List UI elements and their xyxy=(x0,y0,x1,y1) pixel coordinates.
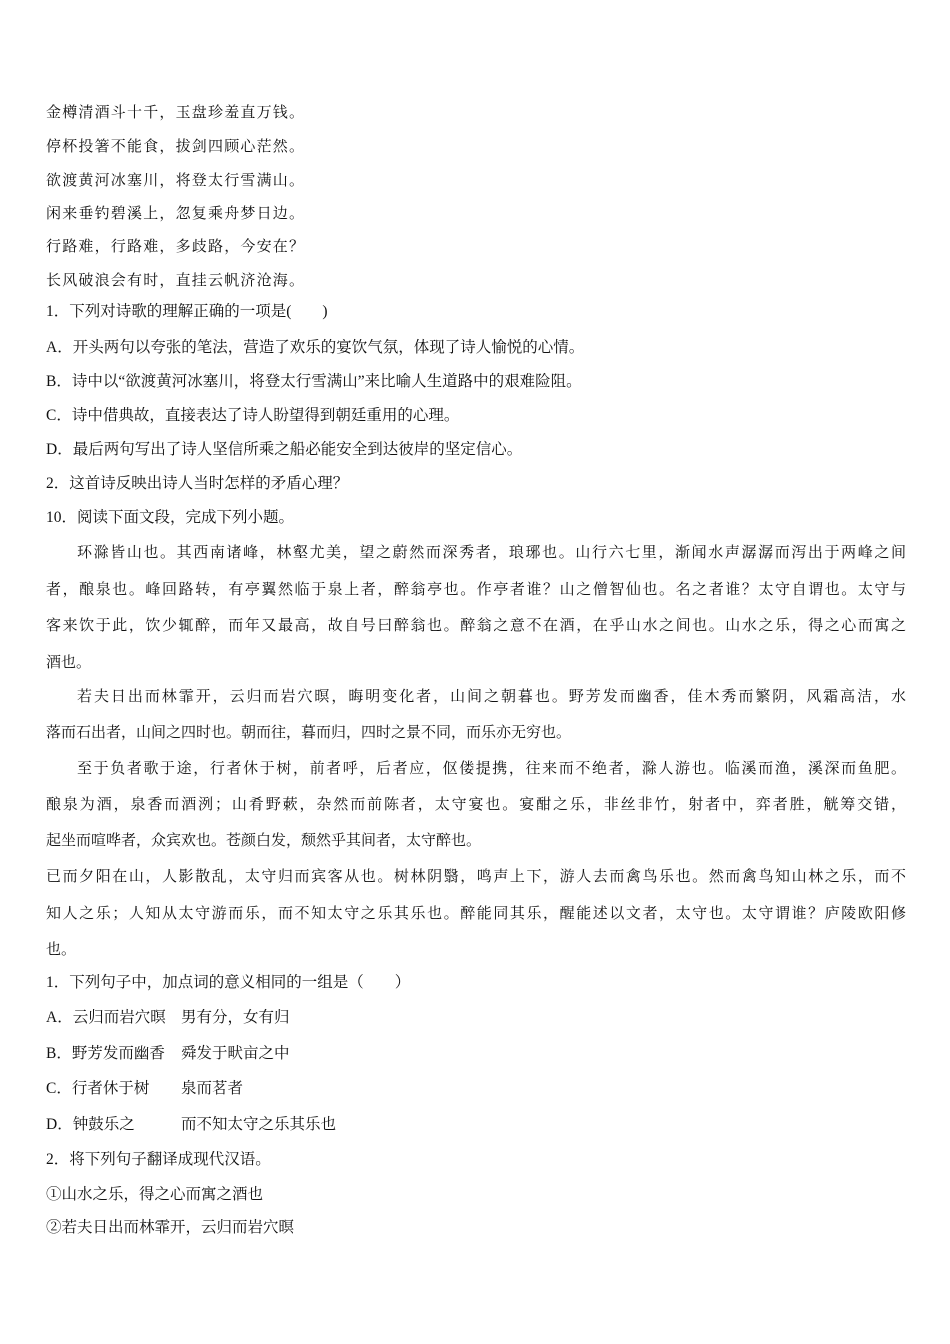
answer-option-c xyxy=(46,1079,243,1099)
passage-line: 起坐而喧哗者，众宾欢也。苍颜白发，颓然乎其间者，太守醉也。 xyxy=(46,831,482,849)
answer-option-b: B．诗中以“欲渡黄河冰塞川，将登太行雪满山”来比喻人生道路中的艰难险阻。 xyxy=(46,373,582,390)
passage-line: 至于负者歌于途，行者休于树，前者呼，后者应，伛偻提携，往来而不绝者，滁人游也。临溪而渔，溪深而鱼肥。 xyxy=(77,759,906,777)
poem-line: 行路难，行路难，多歧路，今安在？ xyxy=(46,237,306,255)
translation-item: ①山水之乐，得之心而寓之酒也 xyxy=(46,1186,264,1203)
poem-line: 停杯投箸不能食，拔剑四顾心茫然。 xyxy=(46,137,306,155)
poem-line: 闲来垂钓碧溪上，忽复乘舟梦日边。 xyxy=(46,204,306,222)
poem-line: 金樽清酒斗十千，玉盘珍羞直万钱。 xyxy=(46,103,306,121)
option-left-text: 钟鼓乐之 xyxy=(72,1116,135,1133)
option-left-text: 云归而岩穴暝 xyxy=(72,1009,166,1026)
answer-option-c: C．诗中借典故，直接表达了诗人盼望得到朝廷重用的心理。 xyxy=(46,407,460,424)
option-label: B． xyxy=(46,1045,72,1062)
answer-option-b xyxy=(46,1044,290,1064)
passage-line: 若夫日出而林霏开，云归而岩穴暝，晦明变化者，山间之朝暮也。野芳发而幽香，佳木秀而繁阴，风霜高洁，水 xyxy=(77,687,906,705)
option-right-text: 泉而茗者 xyxy=(181,1080,244,1097)
option-label: D． xyxy=(46,1116,73,1133)
option-left-text: 行者休于树 xyxy=(71,1080,150,1097)
option-left-text: 野芳发而幽香 xyxy=(71,1045,165,1062)
option-right-text: 男有分，女有归 xyxy=(181,1009,290,1026)
option-right-text: 舜发于畎亩之中 xyxy=(181,1045,290,1062)
option-right-text: 而不知太守之乐其乐也 xyxy=(181,1116,337,1133)
question-stem: 1．下列句子中，加点词的意义相同的一组是（ ） xyxy=(46,974,411,991)
answer-option-a: A．开头两句以夸张的笔法，营造了欢乐的宴饮气氛，体现了诗人愉悦的心情。 xyxy=(46,339,585,356)
option-label: C． xyxy=(46,1080,72,1097)
question-stem: 2．这首诗反映出诗人当时怎样的矛盾心理？ xyxy=(46,475,349,492)
poem-line: 欲渡黄河冰塞川，将登太行雪满山。 xyxy=(46,171,306,189)
answer-option-a xyxy=(46,1008,290,1028)
passage-line: 客来饮于此，饮少辄醉，而年又最高，故自号曰醉翁也。醉翁之意不在酒，在乎山水之间也。山水之乐，得之心而寓之 xyxy=(46,616,906,634)
passage-line: 者，酿泉也。峰回路转，有亭翼然临于泉上者，醉翁亭也。作亭者谁？山之僧智仙也。名之者谁？太守自谓也。太守与 xyxy=(46,580,906,598)
section-heading: 10．阅读下面文段，完成下列小题。 xyxy=(46,509,295,526)
answer-option-d xyxy=(46,1115,336,1135)
passage-line: 环滁皆山也。其西南诸峰，林壑尤美，望之蔚然而深秀者，琅琊也。山行六七里，渐闻水声潺潺而泻出于两峰之间 xyxy=(77,543,906,561)
passage-line: 酒也。 xyxy=(46,653,92,671)
answer-option-d: D．最后两句写出了诗人坚信所乘之船必能安全到达彼岸的坚定信心。 xyxy=(46,441,523,458)
passage-line: 落而石出者，山间之四时也。朝而往，暮而归，四时之景不同，而乐亦无穷也。 xyxy=(46,723,572,741)
passage-line: 酿泉为酒，泉香而酒洌；山肴野蔌，杂然而前陈者，太守宴也。宴酣之乐，非丝非竹，射者中，弈者胜，觥筹交错， xyxy=(46,795,906,813)
passage-line: 已而夕阳在山，人影散乱，太守归而宾客从也。树林阴翳，鸣声上下，游人去而禽鸟乐也。然而禽鸟知山林之乐，而不 xyxy=(46,867,906,885)
translation-item: ②若夫日出而林霏开，云归而岩穴暝 xyxy=(46,1219,295,1236)
option-label: A． xyxy=(46,1009,73,1026)
passage-line: 也。 xyxy=(46,940,77,958)
question-stem: 2．将下列句子翻译成现代汉语。 xyxy=(46,1151,271,1168)
passage-line: 知人之乐；人知从太守游而乐，而不知太守之乐其乐也。醉能同其乐，醒能述以文者，太守也。太守谓谁？庐陵欧阳修 xyxy=(46,904,906,922)
poem-line: 长风破浪会有时，直挂云帆济沧海。 xyxy=(46,271,306,289)
question-stem: 1．下列对诗歌的理解正确的一项是( ) xyxy=(46,303,328,320)
